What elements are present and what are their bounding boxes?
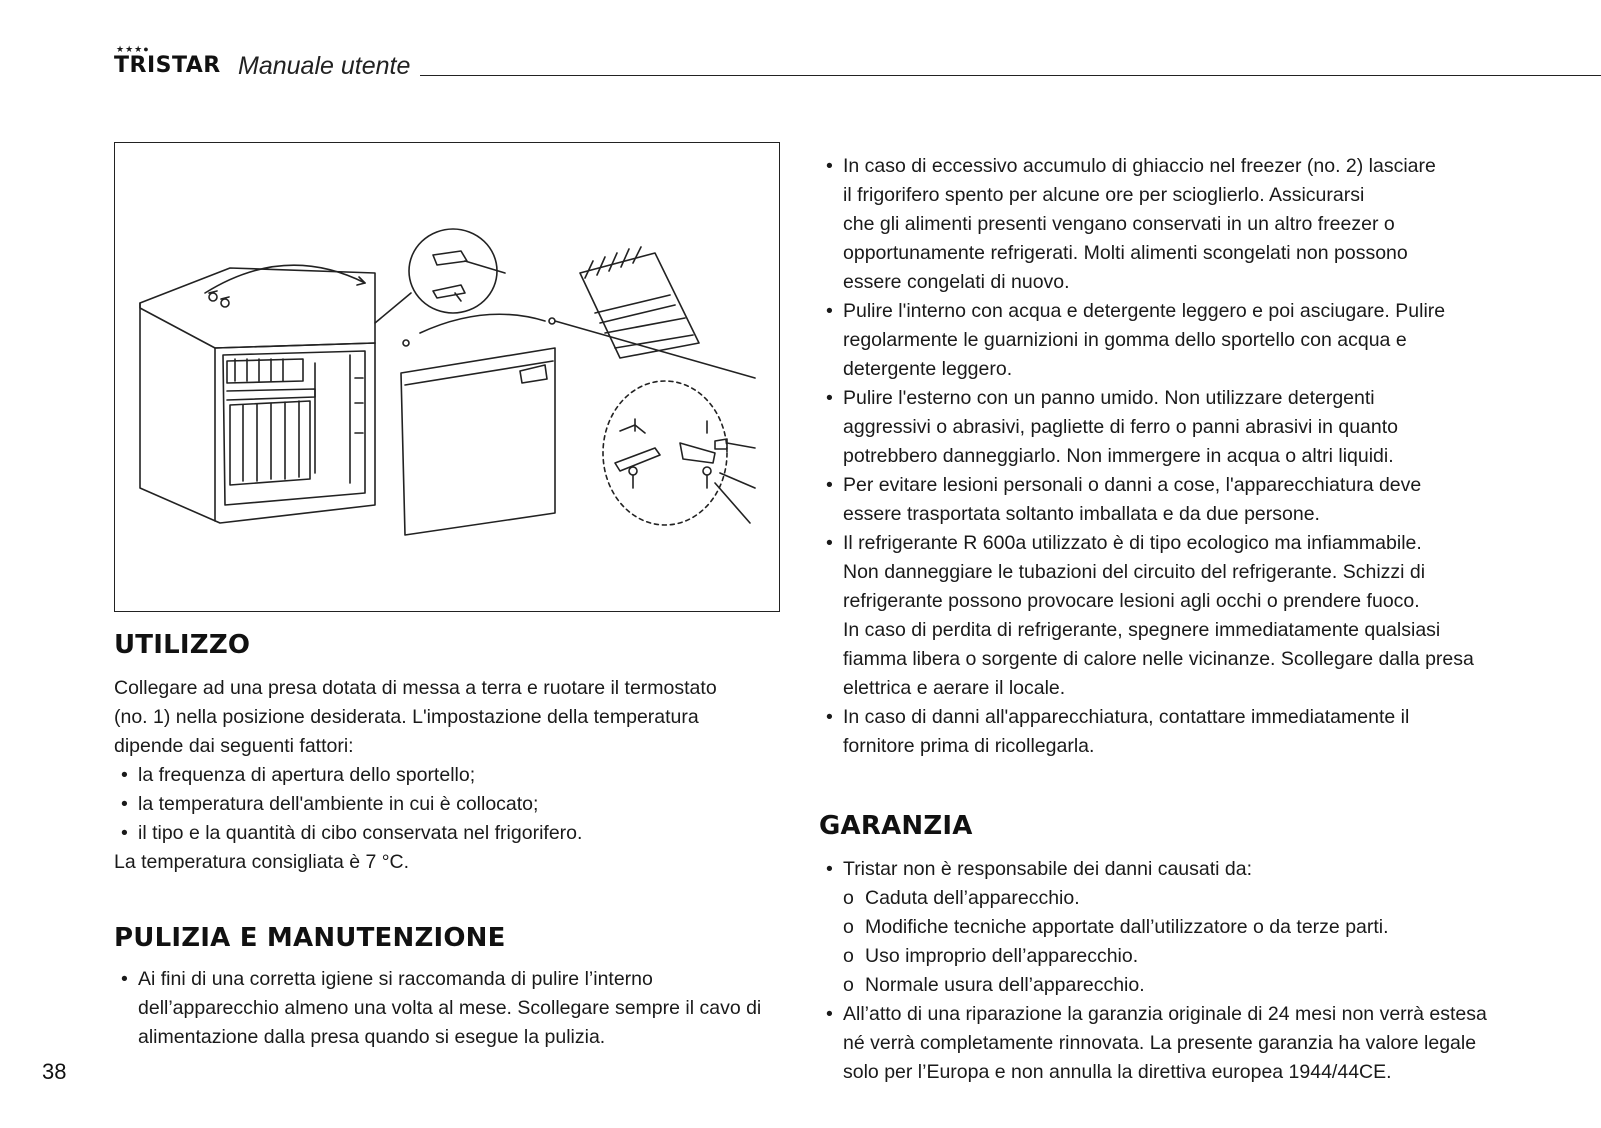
list-item xyxy=(819,703,1499,761)
text-line: Caduta dell’apparecchio. xyxy=(865,887,1080,909)
text-line: che gli alimenti presenti vengano conservati in un altro freezer o xyxy=(843,213,1395,235)
text-line: regolarmente le guarnizioni in gomma dello sportello con acqua e xyxy=(843,329,1407,351)
text-line: Ai fini di una corretta igiene si raccomanda di pulire l’interno xyxy=(138,968,653,990)
heading-utilizzo: UTILIZZO xyxy=(114,630,251,660)
text-line: elettrica e aerare il locale. xyxy=(843,677,1066,699)
sub-bullet: o xyxy=(843,974,854,996)
text-line: dipende dai seguenti fattori: xyxy=(114,735,354,757)
text-line: fornitore prima di ricollegarla. xyxy=(843,735,1095,757)
text-line: il frigorifero spento per alcune ore per scioglierlo. Assicurarsi xyxy=(843,184,1365,206)
right-column xyxy=(819,152,1499,1087)
list-item: • Tristar non è responsabile dei danni causati da: xyxy=(819,855,1499,884)
text-line: essere congelati di nuovo. xyxy=(843,271,1070,293)
text-line: Pulire l'interno con acqua e detergente leggero e poi asciugare. Pulire xyxy=(843,300,1446,322)
list-item: • la frequenza di apertura dello sportello; xyxy=(114,761,780,790)
text-line: All’atto di una riparazione la garanzia originale di 24 mesi non verrà estesa xyxy=(843,1003,1487,1025)
sub-bullet: o xyxy=(843,945,854,967)
text-line: Uso improprio dell’apparecchio. xyxy=(865,945,1139,967)
page-number: 38 xyxy=(42,1059,67,1084)
figure-frame xyxy=(114,142,780,612)
text-line: solo per l’Europa e non annulla la direttiva europea 1944/44CE. xyxy=(843,1061,1392,1083)
text-line: alimentazione dalla presa quando si esegue la pulizia. xyxy=(138,1026,606,1048)
text-line: né verrà completamente rinnovata. La presente garanzia ha valore legale xyxy=(843,1032,1477,1054)
sub-list-item xyxy=(819,884,1499,913)
sub-list-item xyxy=(819,942,1499,971)
page-header xyxy=(114,44,1601,84)
list-item xyxy=(819,529,1499,703)
text-line: Collegare ad una presa dotata di messa a terra e ruotare il termostato xyxy=(114,677,717,699)
sub-bullet: o xyxy=(843,887,854,909)
text-line: refrigerante possono provocare lesioni agli occhi o prendere fuoco. xyxy=(843,590,1420,612)
sub-bullet: o xyxy=(843,916,854,938)
text-line: Normale usura dell’apparecchio. xyxy=(865,974,1145,996)
header-rule xyxy=(420,75,1601,76)
refrigerator-door-reversal-illustration xyxy=(115,143,779,611)
text-line: fiamma libera o sorgente di calore nelle vicinanze. Scollegare dalla presa xyxy=(843,648,1474,670)
text-line: Modifiche tecniche apportate dall’utilizzatore o da terze parti. xyxy=(865,916,1389,938)
text-line: In caso di danni all'apparecchiatura, contattare immediatamente il xyxy=(843,706,1410,728)
text-line: In caso di eccessivo accumulo di ghiaccio nel freezer (no. 2) lasciare xyxy=(843,155,1436,177)
text-line: Il refrigerante R 600a utilizzato è di tipo ecologico ma infiammabile. xyxy=(843,532,1422,554)
text-line: potrebbero danneggiarlo. Non immergere in acqua o altri liquidi. xyxy=(843,445,1394,467)
list-item: • il tipo e la quantità di cibo conservata nel frigorifero. xyxy=(114,819,780,848)
text-line: dell’apparecchio almeno una volta al mese. Scollegare sempre il cavo di xyxy=(138,997,762,1019)
recommended-temperature: La temperatura consigliata è 7 °C. xyxy=(114,851,410,873)
logo-stars: ★★★● xyxy=(116,44,150,54)
sub-list-item xyxy=(819,913,1499,942)
list-item xyxy=(819,152,1499,297)
text-line: In caso di perdita di refrigerante, spegnere immediatamente qualsiasi xyxy=(843,619,1441,641)
list-item xyxy=(819,384,1499,471)
text-line: Pulire l'esterno con un panno umido. Non utilizzare detergenti xyxy=(843,387,1375,409)
text-line: (no. 1) nella posizione desiderata. L'impostazione della temperatura xyxy=(114,706,699,728)
tristar-logo xyxy=(114,44,230,80)
list-item: • la temperatura dell'ambiente in cui è collocato; xyxy=(114,790,780,819)
text-line: Non danneggiare le tubazioni del circuito del refrigerante. Schizzi di xyxy=(843,561,1426,583)
heading-pulizia: PULIZIA E MANUTENZIONE xyxy=(114,923,506,953)
maintenance-list xyxy=(819,152,1499,761)
list-item xyxy=(819,297,1499,384)
text-line: Per evitare lesioni personali o danni a cose, l'apparecchiatura deve xyxy=(843,474,1422,496)
utilizzo-factors-list xyxy=(114,761,780,848)
header-title: Manuale utente xyxy=(238,52,411,80)
sub-list-item xyxy=(819,971,1499,1000)
garanzia-list xyxy=(819,855,1499,1087)
logo-text: TRISTAR xyxy=(114,53,221,78)
utilizzo-intro xyxy=(114,674,780,761)
text-line: essere trasportata soltanto imballata e da due persone. xyxy=(843,503,1320,525)
heading-garanzia: GARANZIA xyxy=(819,811,973,841)
text-line: detergente leggero. xyxy=(843,358,1013,380)
left-column xyxy=(114,618,780,1052)
list-item xyxy=(819,1000,1499,1087)
text-line: opportunamente refrigerati. Molti alimenti scongelati non possono xyxy=(843,242,1408,264)
pulizia-list xyxy=(114,965,780,1052)
text-line: aggressivi o abrasivi, pagliette di ferro o panni abrasivi in quanto xyxy=(843,416,1398,438)
list-item xyxy=(114,965,780,1052)
list-item xyxy=(819,471,1499,529)
